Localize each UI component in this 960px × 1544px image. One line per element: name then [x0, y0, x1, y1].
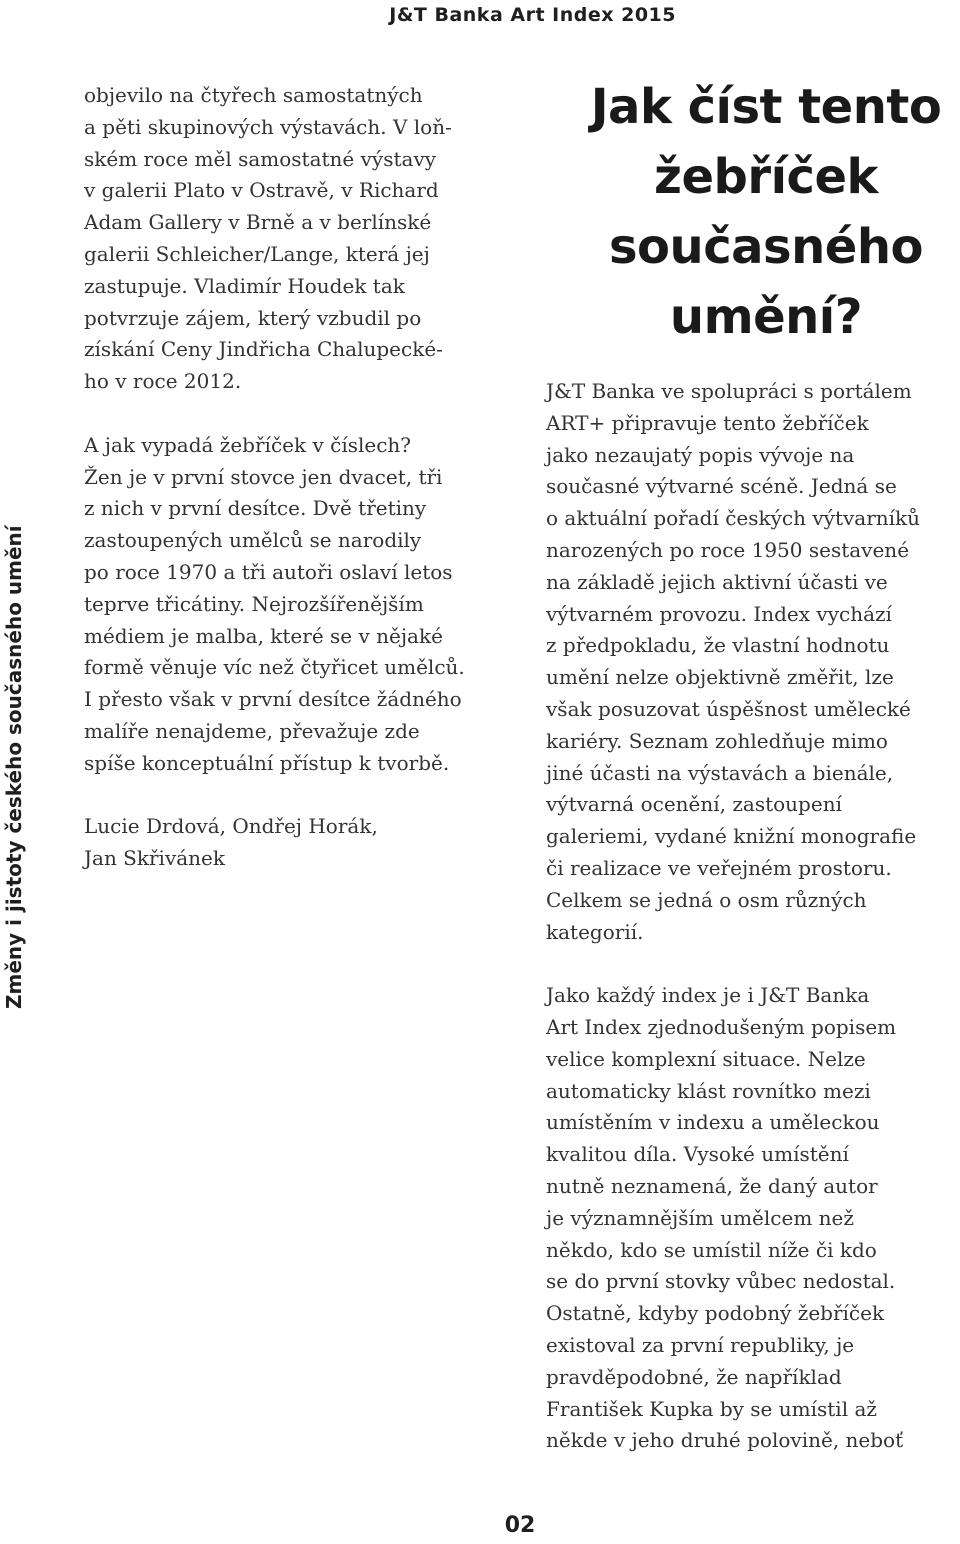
text-line: automaticky klást rovnítko mezi — [546, 1078, 871, 1103]
text-line: či realizace ve veřejném prostoru. — [546, 855, 892, 880]
text-line: o aktuální pořadí českých výtvarníků — [546, 506, 921, 531]
text-line: Celkem se jedná o osm různých — [546, 887, 867, 912]
text-line: kvalitou díla. Vysoké umístění — [546, 1142, 849, 1167]
text-line: zastupuje. Vladimír Houdek tak — [84, 273, 405, 298]
text-line: získání Ceny Jindřicha Chalupecké- — [84, 337, 443, 362]
paragraph — [546, 980, 960, 1457]
text-line: je významnějším umělcem než — [546, 1205, 854, 1230]
text-line: výtvarném provozu. Index vychází — [546, 601, 892, 626]
text-line: médiem je malba, které se v nějaké — [84, 623, 443, 648]
text-line: na základě jejich aktivní účasti ve — [546, 569, 888, 594]
text-line: Jako každý index je i J&T Banka — [546, 983, 870, 1008]
text-line: zastoupených umělců se narodily — [84, 528, 422, 553]
text-line: ském roce měl samostatné výstavy — [84, 146, 437, 171]
text-line: Lucie Drdová, Ondřej Horák, — [84, 814, 378, 839]
text-line: malíře nenajdeme, převažuje zde — [84, 718, 420, 743]
heading-line: umění? — [669, 289, 863, 345]
text-line: jiné účasti na výstavách a bienále, — [546, 760, 894, 785]
text-line: ART+ připravuje tento žebříček — [546, 410, 869, 435]
text-line: teprve třicátiny. Nejrozšířenějším — [84, 591, 424, 616]
heading-line: žebříček — [654, 149, 878, 205]
text-line: I přesto však v první desítce žádného — [84, 687, 462, 712]
text-line: existoval za první republiky, je — [546, 1332, 855, 1357]
text-line: kategorií. — [546, 919, 644, 944]
text-line: Adam Gallery v Brně a v berlínské — [84, 210, 432, 235]
text-line: v galerii Plato v Ostravě, v Richard — [84, 178, 439, 203]
text-line: František Kupka by se umístil až — [546, 1396, 877, 1421]
text-line: umístěním v indexu a uměleckou — [546, 1110, 880, 1135]
text-line: Art Index zjednodušeným popisem — [546, 1014, 897, 1039]
section-heading — [576, 72, 956, 352]
text-line: někdo, kdo se umístil níže či kdo — [546, 1237, 877, 1262]
text-line: se do první stovky vůbec nedostal. — [546, 1269, 896, 1294]
text-line: kariéry. Seznam zohledňuje mimo — [546, 728, 888, 753]
text-line: Žen je v první stovce jen dvacet, tři — [84, 464, 443, 489]
text-line: a pěti skupinových výstavách. V loň- — [84, 114, 452, 139]
heading-line: současného — [608, 219, 923, 275]
text-line: umění nelze objektivně změřit, lze — [546, 665, 894, 690]
text-line: A jak vypadá žebříček v číslech? — [84, 432, 412, 457]
right-text-column — [546, 376, 960, 1457]
text-line: nutně neznamená, že daný autor — [546, 1173, 878, 1198]
text-line: galeriemi, vydané knižní monografie — [546, 824, 917, 849]
paragraph — [84, 430, 504, 780]
text-line: z předpokladu, že vlastní hodnotu — [546, 633, 890, 658]
left-text-column — [84, 80, 504, 875]
text-line: J&T Banka ve spolupráci s portálem — [546, 379, 912, 403]
text-line: formě věnuje víc než čtyřicet umělců. — [84, 655, 465, 680]
text-line: po roce 1970 a tři autoři oslaví letos — [84, 559, 453, 584]
text-line: někde v jeho druhé polovině, neboť — [546, 1428, 904, 1453]
text-line: pravděpodobné, že například — [546, 1364, 842, 1389]
text-line: potvrzuje zájem, který vzbudil po — [84, 305, 422, 330]
text-line: však posuzovat úspěšnost umělecké — [546, 696, 911, 721]
text-line: Ostatně, kdyby podobný žebříček — [546, 1301, 885, 1326]
running-header: J&T Banka Art Index 2015 — [389, 4, 676, 26]
text-line: objevilo na čtyřech samostatných — [84, 83, 423, 107]
paragraph — [546, 376, 960, 948]
heading-line: Jak číst tento — [590, 79, 942, 135]
paragraph — [84, 811, 504, 875]
text-line: narozených po roce 1950 sestavené — [546, 537, 910, 562]
text-line: ho v roce 2012. — [84, 369, 242, 394]
text-line: z nich v první desítce. Dvě třetiny — [84, 496, 427, 521]
text-line: současné výtvarné scéně. Jedná se — [546, 474, 897, 499]
paragraph — [84, 80, 504, 398]
text-line: spíše konceptuální přístup k tvorbě. — [84, 750, 450, 775]
text-line: velice komplexní situace. Nelze — [546, 1046, 866, 1071]
text-line: Jan Skřivánek — [84, 846, 226, 871]
text-line: galerii Schleicher/Lange, která jej — [84, 241, 430, 266]
text-line: výtvarná ocenění, zastoupení — [546, 792, 842, 817]
section-side-label: Změny i jistoty českého současného umění — [2, 525, 26, 1009]
page-number: 02 — [504, 1513, 536, 1538]
text-line: jako nezaujatý popis vývoje na — [546, 442, 855, 467]
